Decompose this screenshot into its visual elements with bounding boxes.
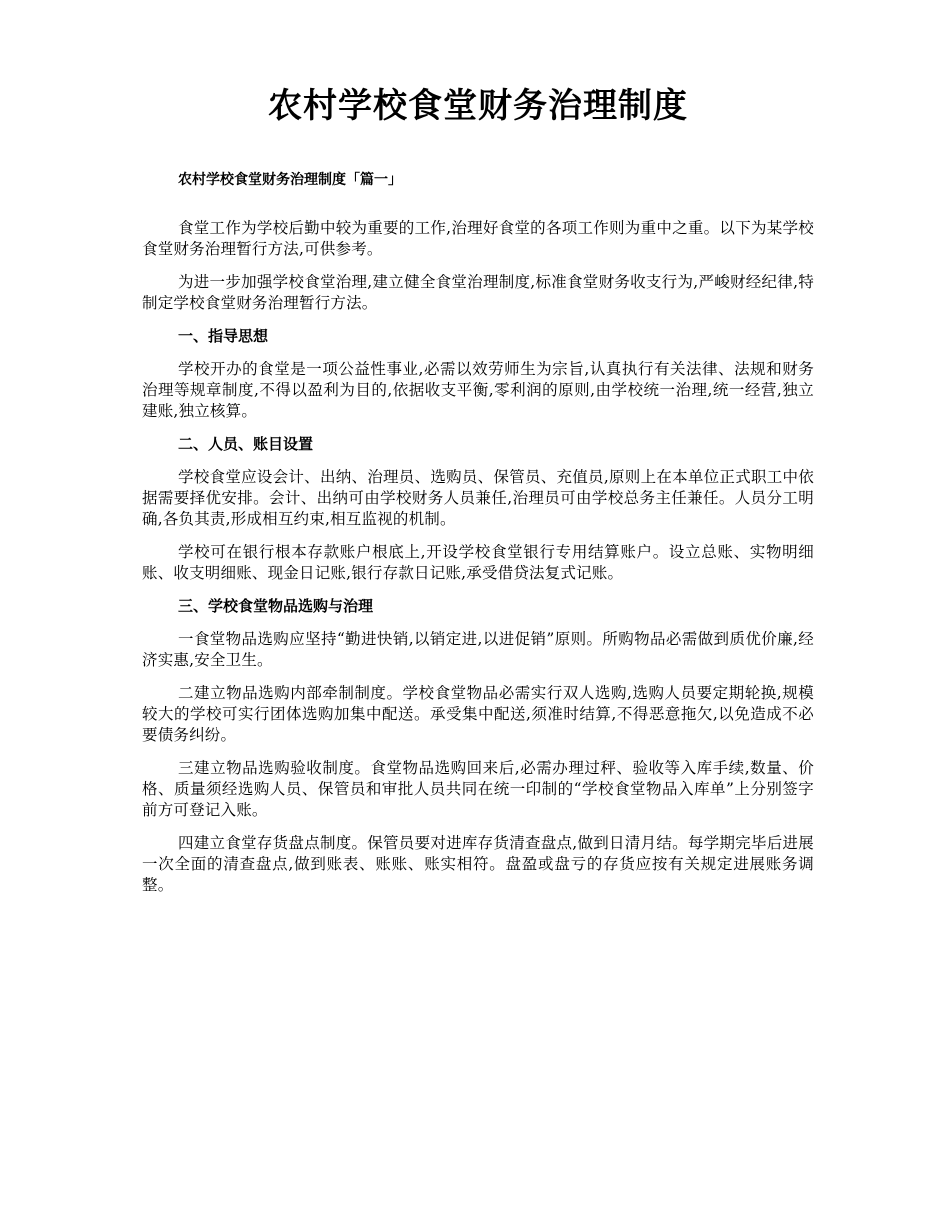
document-title: 农村学校食堂财务治理制度 [268,86,688,126]
section-heading: 二、人员、账目设置 [178,435,314,453]
section-paragraph: 二建立物品选购内部牵制制度。学校食堂物品必需实行双人选购,选购人员要定期轮换,规模较大的学校可实行团体选购加集中配送。承受集中配送,须准时结算,不得恶意拖欠,以免造成不必要债务纠纷。 [142,684,814,744]
intro-paragraph: 为进一步加强学校食堂治理,建立健全食堂治理制度,标准食堂财务收支行为,严峻财经纪律,特制定学校食堂财务治理暂行方法。 [142,273,814,312]
section-paragraph: 学校可在银行根本存款账户根底上,开设学校食堂银行专用结算账户。设立总账、实物明细账、收支明细账、现金日记账,银行存款日记账,承受借贷法复式记账。 [142,543,814,582]
section-paragraph: 一食堂物品选购应坚持“勤进快销,以销定进,以进促销”原则。所购物品必需做到质优价廉,经济实惠,安全卫生。 [142,630,814,669]
section-paragraph: 学校开办的食堂是一项公益性事业,必需以效劳师生为宗旨,认真执行有关法律、法规和财务治理等规章制度,不得以盈利为目的,依据收支平衡,零利润的原则,由学校统一治理,统一经营,独立建账,独立核算。 [142,360,814,420]
section-paragraph: 三建立物品选购验收制度。食堂物品选购回来后,必需办理过秤、验收等入库手续,数量、价格、质量须经选购人员、保管员和审批人员共同在统一印制的“学校食堂物品入库单”上分别签字前方可登记入账。 [142,759,814,819]
section-paragraph: 学校食堂应设会计、出纳、治理员、选购员、保管员、充值员,原则上在本单位正式职工中依据需要择优安排。会计、出纳可由学校财务人员兼任,治理员可由学校总务主任兼任。人员分工明确,各负其责,形成相互约束,相互监视的机制。 [142,468,814,528]
document-subtitle: 农村学校食堂财务治理制度「篇一」 [178,172,402,188]
section-paragraph: 四建立食堂存货盘点制度。保管员要对进库存货清查盘点,做到日清月结。每学期完毕后进展一次全面的清查盘点,做到账表、账账、账实相符。盘盈或盘亏的存货应按有关规定进展账务调整。 [142,834,814,894]
document-body [142,218,814,908]
section-heading: 三、学校食堂物品选购与治理 [178,597,374,615]
section-heading: 一、指导思想 [178,327,269,345]
intro-paragraph: 食堂工作为学校后勤中较为重要的工作,治理好食堂的各项工作则为重中之重。以下为某学校食堂财务治理暂行方法,可供参考。 [142,219,814,258]
